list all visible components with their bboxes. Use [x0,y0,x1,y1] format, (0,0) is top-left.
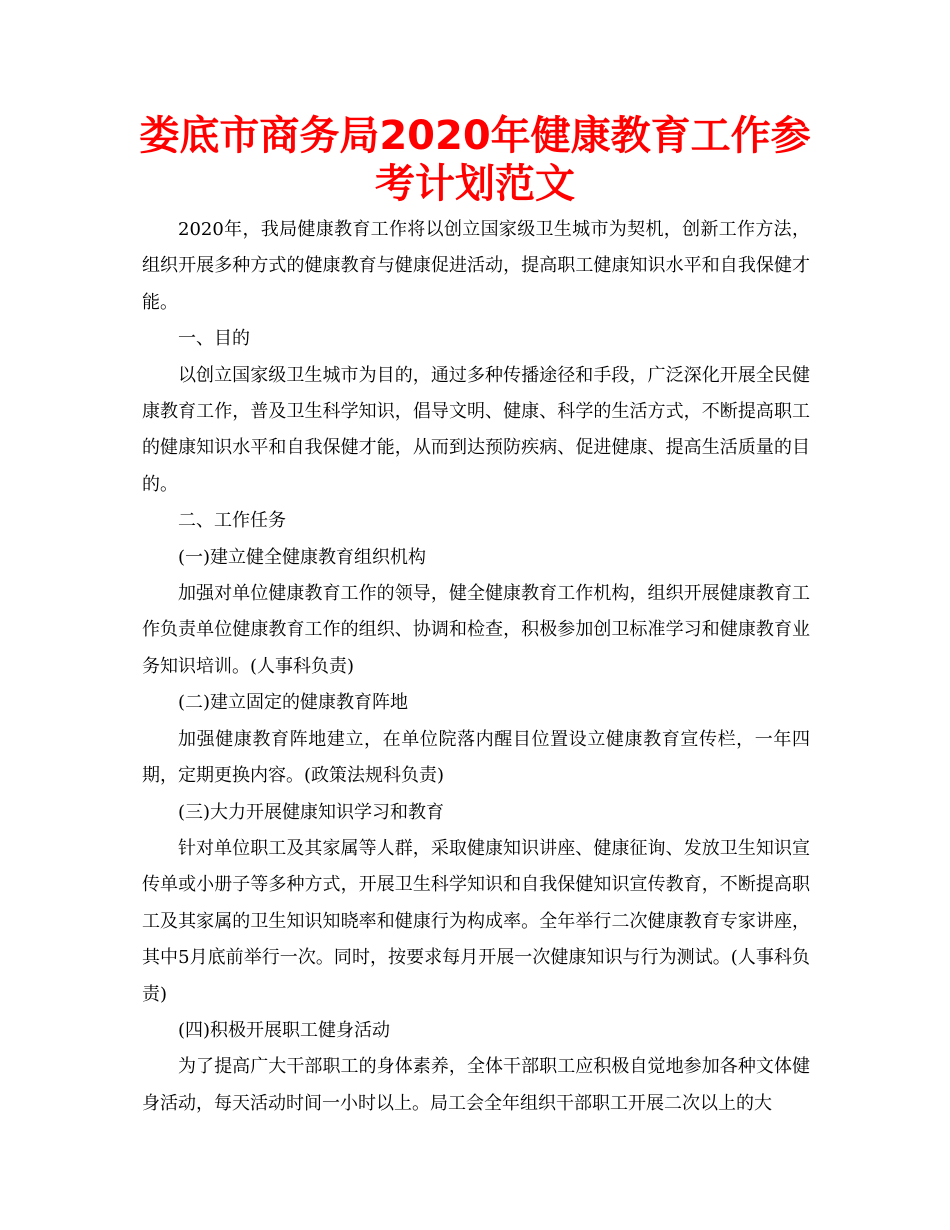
subheading-task-4: (四)积极开展职工健身活动 [178,1019,391,1041]
document-title: 娄底市商务局2020年健康教育工作参考计划范文 [139,113,811,207]
subheading-task-3: (三)大力开展健康知识学习和教育 [178,801,445,823]
paragraph-task-3: 针对单位职工及其家属等人群，采取健康知识讲座、健康征询、发放卫生知识宣传单或小册子等多种方式，开展卫生科学知识和自我保健知识宣传教育，不断提高职工及其家属的卫生知识知晓率和健康行为构成率。全年举行二次健康教育专家讲座，其中5月底前举行一次。同时，按要求每月开展一次健康知识与行为测试。(人事科负责) [142,837,810,1005]
paragraph-purpose: 以创立国家级卫生城市为目的，通过多种传播途径和手段，广泛深化开展全民健康教育工作，普及卫生科学知识，倡导文明、健康、科学的生活方式，不断提高职工的健康知识水平和自我保健才能，从而到达预防疾病、促进健康、提高生活质量的目的。 [142,364,810,495]
paragraph-task-4: 为了提高广大干部职工的身体素养，全体干部职工应积极自觉地参加各种文体健身活动，每天活动时间一小时以上。局工会全年组织干部职工开展二次以上的大 [142,1056,810,1114]
section-heading-purpose: 一、目的 [178,328,250,350]
section-heading-tasks: 二、工作任务 [178,510,286,532]
paragraph-task-1: 加强对单位健康教育工作的领导，健全健康教育工作机构，组织开展健康教育工作负责单位健康教育工作的组织、协调和检查，积极参加创卫标准学习和健康教育业务知识培训。(人事科负责) [142,583,810,677]
subheading-task-2: (二)建立固定的健康教育阵地 [178,692,409,714]
paragraph-intro: 2020年，我局健康教育工作将以创立国家级卫生城市为契机，创新工作方法，组织开展多种方式的健康教育与健康促进活动，提高职工健康知识水平和自我保健才能。 [142,219,810,313]
subheading-task-1: (一)建立健全健康教育组织机构 [178,546,427,568]
document-body [142,212,810,1122]
paragraph-task-2: 加强健康教育阵地建立，在单位院落内醒目位置设立健康教育宣传栏，一年四期，定期更换内容。(政策法规科负责) [142,728,810,787]
